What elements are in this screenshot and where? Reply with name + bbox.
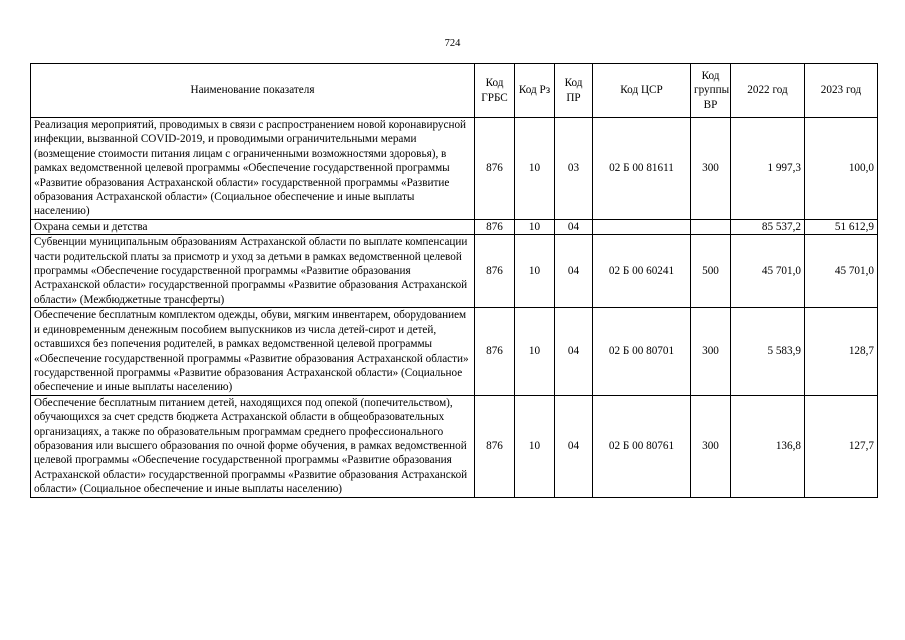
row-rz: 10: [515, 235, 555, 308]
table-row: [31, 395, 878, 497]
table-row: [31, 118, 878, 220]
row-pr: 04: [555, 235, 593, 308]
row-2022: 136,8: [731, 395, 805, 497]
row-rz: 10: [515, 219, 555, 234]
row-vr: 500: [691, 235, 731, 308]
table-header-row: [31, 64, 878, 118]
row-csr: 02 Б 00 80701: [593, 308, 691, 395]
table-row: [31, 308, 878, 395]
header-2022: 2022 год: [731, 64, 805, 118]
row-2023: 127,7: [805, 395, 878, 497]
row-pr: 04: [555, 308, 593, 395]
row-vr: [691, 219, 731, 234]
row-pr: 03: [555, 118, 593, 220]
budget-table: [30, 63, 878, 498]
row-2023: 51 612,9: [805, 219, 878, 234]
row-2023: 128,7: [805, 308, 878, 395]
row-2022: 45 701,0: [731, 235, 805, 308]
row-2023: 100,0: [805, 118, 878, 220]
row-grbs: 876: [475, 219, 515, 234]
row-csr: 02 Б 00 60241: [593, 235, 691, 308]
row-grbs: 876: [475, 308, 515, 395]
row-rz: 10: [515, 395, 555, 497]
header-csr: Код ЦСР: [593, 64, 691, 118]
row-2023: 45 701,0: [805, 235, 878, 308]
row-pr: 04: [555, 395, 593, 497]
row-2022: 85 537,2: [731, 219, 805, 234]
row-grbs: 876: [475, 235, 515, 308]
row-name: Охрана семьи и детства: [31, 219, 475, 234]
row-name: Реализация мероприятий, проводимых в связи с распространением новой коронавирусной инфекции, вызванной COVID-2019, и проводимыми ограничительными мерами (возмещение стоимости питания лицам с ограниченными возможностями здоровья), в рамках ведомственной целевой программы «Обеспечение государственной программы «Развитие образования Астраханской области» государственной программы «Развитие образования Астраханской области» (Социальное обеспечение и иные выплаты населению): [31, 118, 475, 220]
row-csr: 02 Б 00 80761: [593, 395, 691, 497]
header-vr: Код группы ВР: [691, 64, 731, 118]
header-name: Наименование показателя: [31, 64, 475, 118]
row-vr: 300: [691, 118, 731, 220]
row-2022: 1 997,3: [731, 118, 805, 220]
row-vr: 300: [691, 395, 731, 497]
row-rz: 10: [515, 308, 555, 395]
table-row: [31, 219, 878, 234]
row-csr: 02 Б 00 81611: [593, 118, 691, 220]
row-name: Обеспечение бесплатным питанием детей, находящихся под опекой (попечительством), обучающихся за счет средств бюджета Астраханской области в общеобразовательных организациях, а также по образовательным программам среднего профессионального образования или высшего образования по очной форме обучения, в рамках ведомственной целевой программы «Обеспечение государственной программы «Развитие образования Астраханской области» государственной программы «Развитие образования Астраханской области» (Социальное обеспечение и иные выплаты населению): [31, 395, 475, 497]
header-rz: Код Рз: [515, 64, 555, 118]
header-2023: 2023 год: [805, 64, 878, 118]
row-csr: [593, 219, 691, 234]
header-pr: Код ПР: [555, 64, 593, 118]
row-2022: 5 583,9: [731, 308, 805, 395]
row-grbs: 876: [475, 118, 515, 220]
row-grbs: 876: [475, 395, 515, 497]
header-grbs: Код ГРБС: [475, 64, 515, 118]
table-row: [31, 235, 878, 308]
row-name: Субвенции муниципальным образованиям Астраханской области по выплате компенсации части родительской платы за присмотр и уход за детьми в рамках ведомственной целевой программы «Обеспечение государственной программы «Развитие образования Астраханской области» государственной программы «Развитие образования Астраханской области» (Межбюджетные трансферты): [31, 235, 475, 308]
row-pr: 04: [555, 219, 593, 234]
page-number: 724: [444, 38, 461, 49]
row-vr: 300: [691, 308, 731, 395]
row-name: Обеспечение бесплатным комплектом одежды, обуви, мягким инвентарем, оборудованием и единовременным денежным пособием выпускников из числа детей-сирот и детей, оставшихся без попечения родителей, в рамках ведомственной целевой программы «Обеспечение государственной программы «Развитие образования Астраханской области» государственной программы «Развитие образования Астраханской области» (Социальное обеспечение и иные выплаты населению): [31, 308, 475, 395]
row-rz: 10: [515, 118, 555, 220]
